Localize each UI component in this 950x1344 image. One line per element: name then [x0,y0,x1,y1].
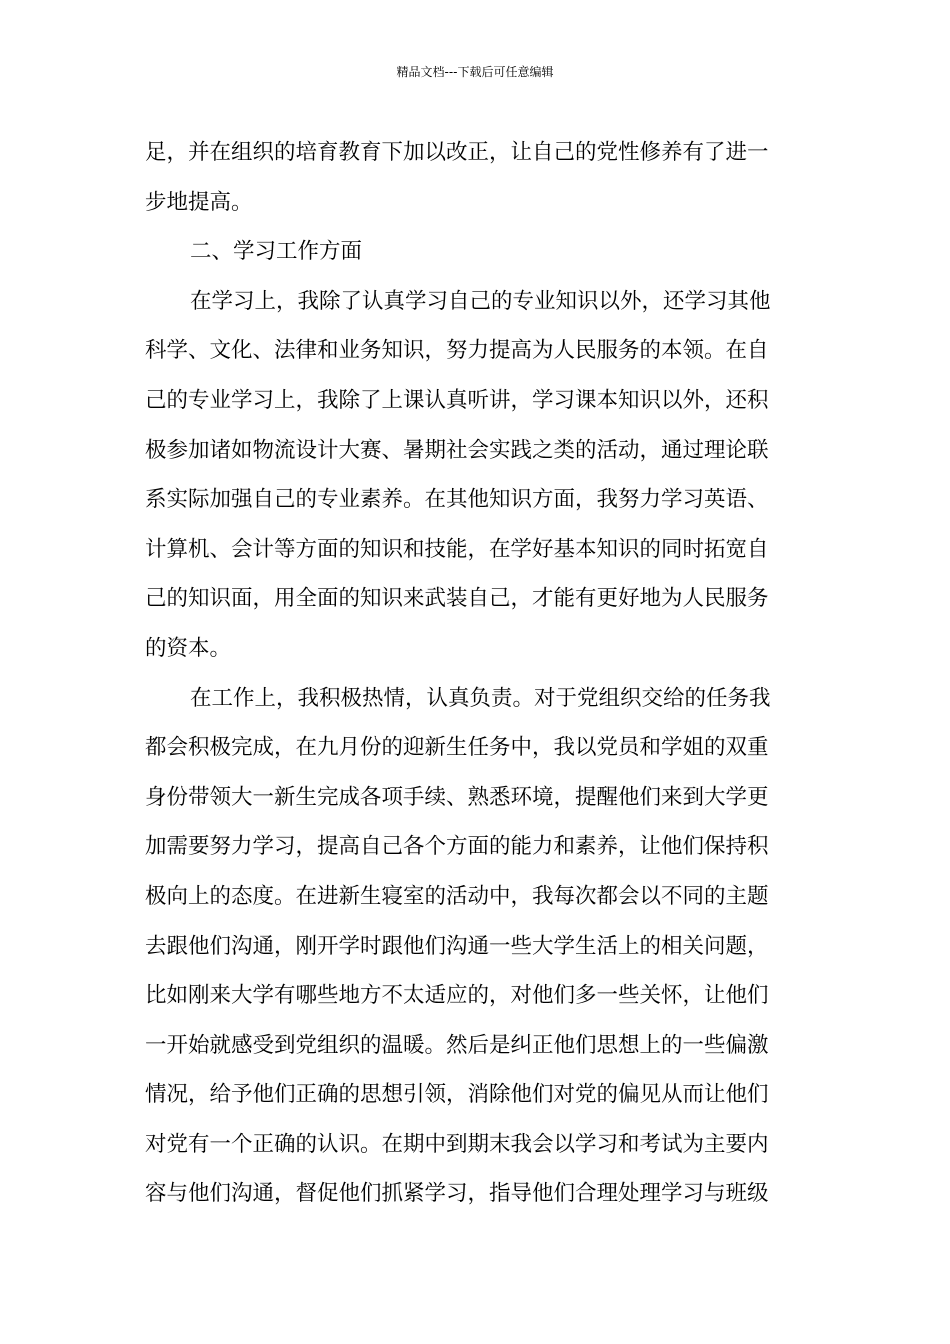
text-line: 情况，给予他们正确的思想引领，消除他们对党的偏见从而让他们 [145,1082,769,1108]
text-line: 都会积极完成，在九月份的迎新生任务中，我以党员和学姐的双重 [145,735,769,761]
text-line: 步地提高。 [145,189,253,215]
text-line: 己的知识面，用全面的知识来武装自己，才能有更好地为人民服务 [145,586,769,612]
text-line: 二、学习工作方面 [190,239,363,265]
text-line: 身份带领大一新生完成各项手续、熟悉环境，提醒他们来到大学更 [145,784,769,810]
text-line: 极参加诸如物流设计大赛、暑期社会实践之类的活动，通过理论联 [145,437,769,463]
text-line: 的资本。 [145,635,232,661]
text-line: 容与他们沟通，督促他们抓紧学习，指导他们合理处理学习与班级 [145,1181,769,1207]
page-header: 精品文档---下载后可任意编辑 [396,65,554,79]
text-line: 在学习上，我除了认真学习自己的专业知识以外，还学习其他 [190,288,771,314]
text-line: 系实际加强自己的专业素养。在其他知识方面，我努力学习英语、 [145,487,769,513]
text-line: 对党有一个正确的认识。在期中到期末我会以学习和考试为主要内 [145,1131,769,1157]
text-line: 极向上的态度。在进新生寝室的活动中，我每次都会以不同的主题 [145,883,769,909]
text-line: 计算机、会计等方面的知识和技能，在学好基本知识的同时拓宽自 [145,536,769,562]
text-line: 足，并在组织的培育教育下加以改正，让自己的党性修养有了进一 [145,140,769,165]
text-line: 去跟他们沟通，刚开学时跟他们沟通一些大学生活上的相关问题， [145,933,769,959]
text-line: 一开始就感受到党组织的温暖。然后是纠正他们思想上的一些偏激 [145,1032,769,1058]
text-line: 在工作上，我积极热情，认真负责。对于党组织交给的任务我 [190,685,771,711]
text-line: 比如刚来大学有哪些地方不太适应的，对他们多一些关怀，让他们 [145,983,769,1009]
text-line: 加需要努力学习，提高自己各个方面的能力和素养，让他们保持积 [145,834,769,860]
document-body [145,128,805,1219]
text-line: 己的专业学习上，我除了上课认真听讲，学习课本知识以外，还积 [145,387,769,413]
text-line: 科学、文化、法律和业务知识，努力提高为人民服务的本领。在自 [145,338,769,364]
